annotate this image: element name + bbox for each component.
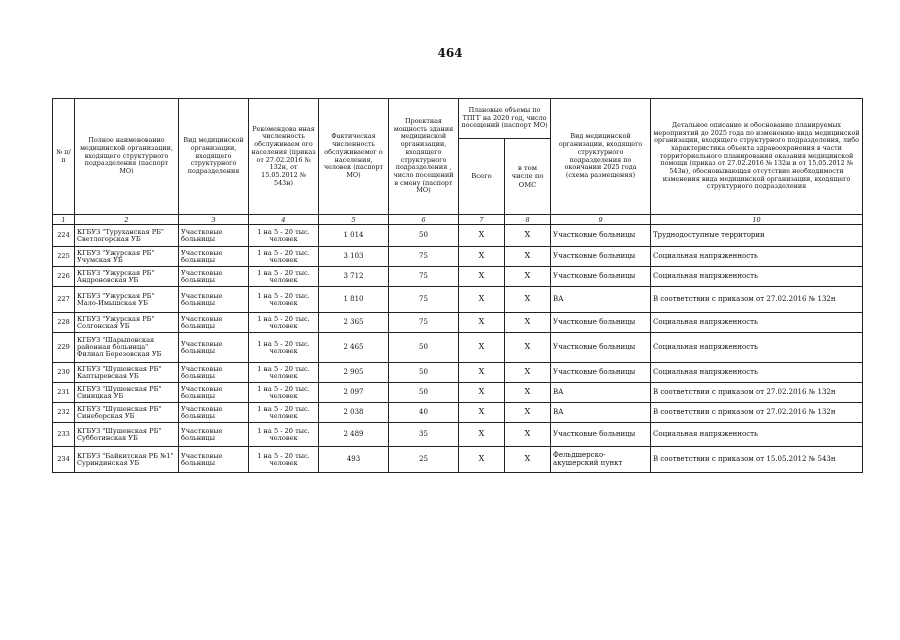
org-type: Участковые больницы	[179, 267, 249, 287]
capacity: 50	[389, 363, 459, 383]
org-name: КГБУЗ "Шушенская РБ" Каптыревская УБ	[75, 363, 179, 383]
org-type: Участковые больницы	[179, 287, 249, 313]
description: Труднодоступные территории	[651, 225, 863, 247]
table-row	[53, 287, 863, 313]
registry-table	[52, 98, 863, 473]
description: Социальная напряженность	[651, 363, 863, 383]
description: Социальная напряженность	[651, 267, 863, 287]
header-capacity: Проектная мощность здания медицинской организации, входящего структурного подразделения , число посещений в смену (паспорт МО)	[389, 99, 459, 215]
actual-population: 493	[319, 447, 389, 473]
org-type: Участковые больницы	[179, 423, 249, 447]
capacity: 40	[389, 403, 459, 423]
planned-total: X	[459, 447, 505, 473]
planned-oms: X	[505, 383, 551, 403]
table-row	[53, 247, 863, 267]
column-number: 9	[551, 215, 651, 225]
org-type: Участковые больницы	[179, 383, 249, 403]
row-number: 227	[53, 287, 75, 313]
org-name: КГБУЗ "Байкитская РБ №1" Суриндинская УБ	[75, 447, 179, 473]
page-number: 464	[437, 46, 463, 60]
column-number: 6	[389, 215, 459, 225]
recommended-population: 1 на 5 - 20 тыс. человек	[249, 447, 319, 473]
header-type-2025: Вид медицинской организации, входящего структурного подразделения по окончании 2025 года (схема размещения)	[551, 99, 651, 215]
planned-oms: X	[505, 267, 551, 287]
org-type: Участковые больницы	[179, 313, 249, 333]
header-planned: Плановые объемы по ТПГГ на 2020 год, число посещений (паспорт МО)	[459, 99, 551, 139]
column-number: 8	[505, 215, 551, 225]
recommended-population: 1 на 5 - 20 тыс. человек	[249, 225, 319, 247]
column-number: 1	[53, 215, 75, 225]
recommended-population: 1 на 5 - 20 тыс. человек	[249, 333, 319, 363]
type-2025: Фельдшерско-акушерский пункт	[551, 447, 651, 473]
row-number: 230	[53, 363, 75, 383]
table-row	[53, 225, 863, 247]
header-name: Полное наименование медицинской организации, входящего структурного подразделения (паспорт МО)	[75, 99, 179, 215]
type-2025: Участковые больницы	[551, 225, 651, 247]
actual-population: 2 465	[319, 333, 389, 363]
recommended-population: 1 на 5 - 20 тыс. человек	[249, 313, 319, 333]
table-row	[53, 447, 863, 473]
capacity: 35	[389, 423, 459, 447]
capacity: 75	[389, 247, 459, 267]
capacity: 75	[389, 267, 459, 287]
column-number: 5	[319, 215, 389, 225]
recommended-population: 1 на 5 - 20 тыс. человек	[249, 403, 319, 423]
column-number-row	[53, 215, 863, 225]
actual-population: 2 097	[319, 383, 389, 403]
description: Социальная напряженность	[651, 423, 863, 447]
recommended-population: 1 на 5 - 20 тыс. человек	[249, 383, 319, 403]
type-2025: Участковые больницы	[551, 363, 651, 383]
capacity: 75	[389, 287, 459, 313]
planned-total: X	[459, 333, 505, 363]
type-2025: Участковые больницы	[551, 333, 651, 363]
actual-population: 2 365	[319, 313, 389, 333]
org-name: КГБУЗ "Шушенская РБ" Синицкая УБ	[75, 383, 179, 403]
row-number: 229	[53, 333, 75, 363]
column-number: 7	[459, 215, 505, 225]
planned-total: X	[459, 225, 505, 247]
table-row	[53, 267, 863, 287]
planned-oms: X	[505, 403, 551, 423]
column-number: 2	[75, 215, 179, 225]
planned-total: X	[459, 383, 505, 403]
actual-population: 2 038	[319, 403, 389, 423]
planned-oms: X	[505, 423, 551, 447]
column-number: 4	[249, 215, 319, 225]
actual-population: 1 810	[319, 287, 389, 313]
description: Социальная напряженность	[651, 333, 863, 363]
recommended-population: 1 на 5 - 20 тыс. человек	[249, 267, 319, 287]
capacity: 50	[389, 333, 459, 363]
actual-population: 1 014	[319, 225, 389, 247]
table-row	[53, 383, 863, 403]
recommended-population: 1 на 5 - 20 тыс. человек	[249, 247, 319, 267]
org-type: Участковые больницы	[179, 447, 249, 473]
planned-oms: X	[505, 247, 551, 267]
type-2025: Участковые больницы	[551, 267, 651, 287]
table-row	[53, 363, 863, 383]
table-row	[53, 423, 863, 447]
org-name: КГБУЗ "Ужурская РБ" Мало-Имышская УБ	[75, 287, 179, 313]
capacity: 50	[389, 383, 459, 403]
capacity: 50	[389, 225, 459, 247]
header-type: Вид медицинской организации, входящего структурного подразделения	[179, 99, 249, 215]
planned-total: X	[459, 267, 505, 287]
row-number: 232	[53, 403, 75, 423]
row-number: 228	[53, 313, 75, 333]
planned-oms: X	[505, 333, 551, 363]
description: Социальная напряженность	[651, 247, 863, 267]
description: Социальная напряженность	[651, 313, 863, 333]
org-type: Участковые больницы	[179, 333, 249, 363]
org-type: Участковые больницы	[179, 247, 249, 267]
description: В соответствии с приказом от 27.02.2016 № 132н	[651, 287, 863, 313]
table-row	[53, 313, 863, 333]
org-name: КГБУЗ "Ужурская РБ" Солгонская УБ	[75, 313, 179, 333]
column-number: 3	[179, 215, 249, 225]
type-2025: ВА	[551, 383, 651, 403]
recommended-population: 1 на 5 - 20 тыс. человек	[249, 423, 319, 447]
type-2025: Участковые больницы	[551, 313, 651, 333]
planned-total: X	[459, 363, 505, 383]
header-recommended: Рекомендова нная численность обслуживаем ого населения (приказ от 27.02.2016 № 132н, от 15.05.2012 № 543н)	[249, 99, 319, 215]
actual-population: 2 489	[319, 423, 389, 447]
planned-oms: X	[505, 287, 551, 313]
org-type: Участковые больницы	[179, 363, 249, 383]
planned-oms: X	[505, 313, 551, 333]
actual-population: 3 712	[319, 267, 389, 287]
org-name: КГБУЗ "Шарыповская районная больница" Филиал Березовская УБ	[75, 333, 179, 363]
type-2025: ВА	[551, 287, 651, 313]
capacity: 75	[389, 313, 459, 333]
table-row	[53, 403, 863, 423]
actual-population: 3 103	[319, 247, 389, 267]
org-type: Участковые больницы	[179, 403, 249, 423]
planned-oms: X	[505, 447, 551, 473]
row-number: 231	[53, 383, 75, 403]
recommended-population: 1 на 5 - 20 тыс. человек	[249, 287, 319, 313]
planned-total: X	[459, 423, 505, 447]
org-type: Участковые больницы	[179, 225, 249, 247]
row-number: 225	[53, 247, 75, 267]
planned-total: X	[459, 313, 505, 333]
planned-oms: X	[505, 363, 551, 383]
row-number: 234	[53, 447, 75, 473]
planned-total: X	[459, 403, 505, 423]
planned-oms: X	[505, 225, 551, 247]
org-name: КГБУЗ "Шушенская РБ" Субботинская УБ	[75, 423, 179, 447]
type-2025: Участковые больницы	[551, 423, 651, 447]
row-number: 226	[53, 267, 75, 287]
header-description: Детальное описание и обоснование планируемых мероприятий до 2025 года по изменению вида медицинской организации, входящего структурного подразделения, либо характеристика объекта здравоохранения в части территориального планирования оказания медицинской помощи (приказ от 27.02.2016 № 132н и от 15.05.2012 № 543н), обосновывающая отсутствие необходимости изменения вида медицинской организации, входящего структурного подразделения	[651, 99, 863, 215]
description: В соответствии с приказом от 15.05.2012 № 543н	[651, 447, 863, 473]
org-name: КГБУЗ "Шушенская РБ" Синеборская УБ	[75, 403, 179, 423]
recommended-population: 1 на 5 - 20 тыс. человек	[249, 363, 319, 383]
description: В соответствии с приказом от 27.02.2016 № 132н	[651, 383, 863, 403]
type-2025: Участковые больницы	[551, 247, 651, 267]
actual-population: 2 905	[319, 363, 389, 383]
org-name: КГБУЗ "Ужурская РБ" Андроновская УБ	[75, 267, 179, 287]
row-number: 224	[53, 225, 75, 247]
capacity: 25	[389, 447, 459, 473]
row-number: 233	[53, 423, 75, 447]
header-oms: в том числе по ОМС	[505, 139, 551, 215]
header-total: Всего	[459, 139, 505, 215]
planned-total: X	[459, 287, 505, 313]
org-name: КГБУЗ "Туруханская РБ" Светлогорская УБ	[75, 225, 179, 247]
org-name: КГБУЗ "Ужурская РБ" Учумская УБ	[75, 247, 179, 267]
column-number: 10	[651, 215, 863, 225]
table-row	[53, 333, 863, 363]
header-actual: Фактическая численность обслуживаемог о населения, человек (паспорт МО)	[319, 99, 389, 215]
description: В соответствии с приказом от 27.02.2016 № 132н	[651, 403, 863, 423]
planned-total: X	[459, 247, 505, 267]
type-2025: ВА	[551, 403, 651, 423]
header-num: № п/п	[53, 99, 75, 215]
